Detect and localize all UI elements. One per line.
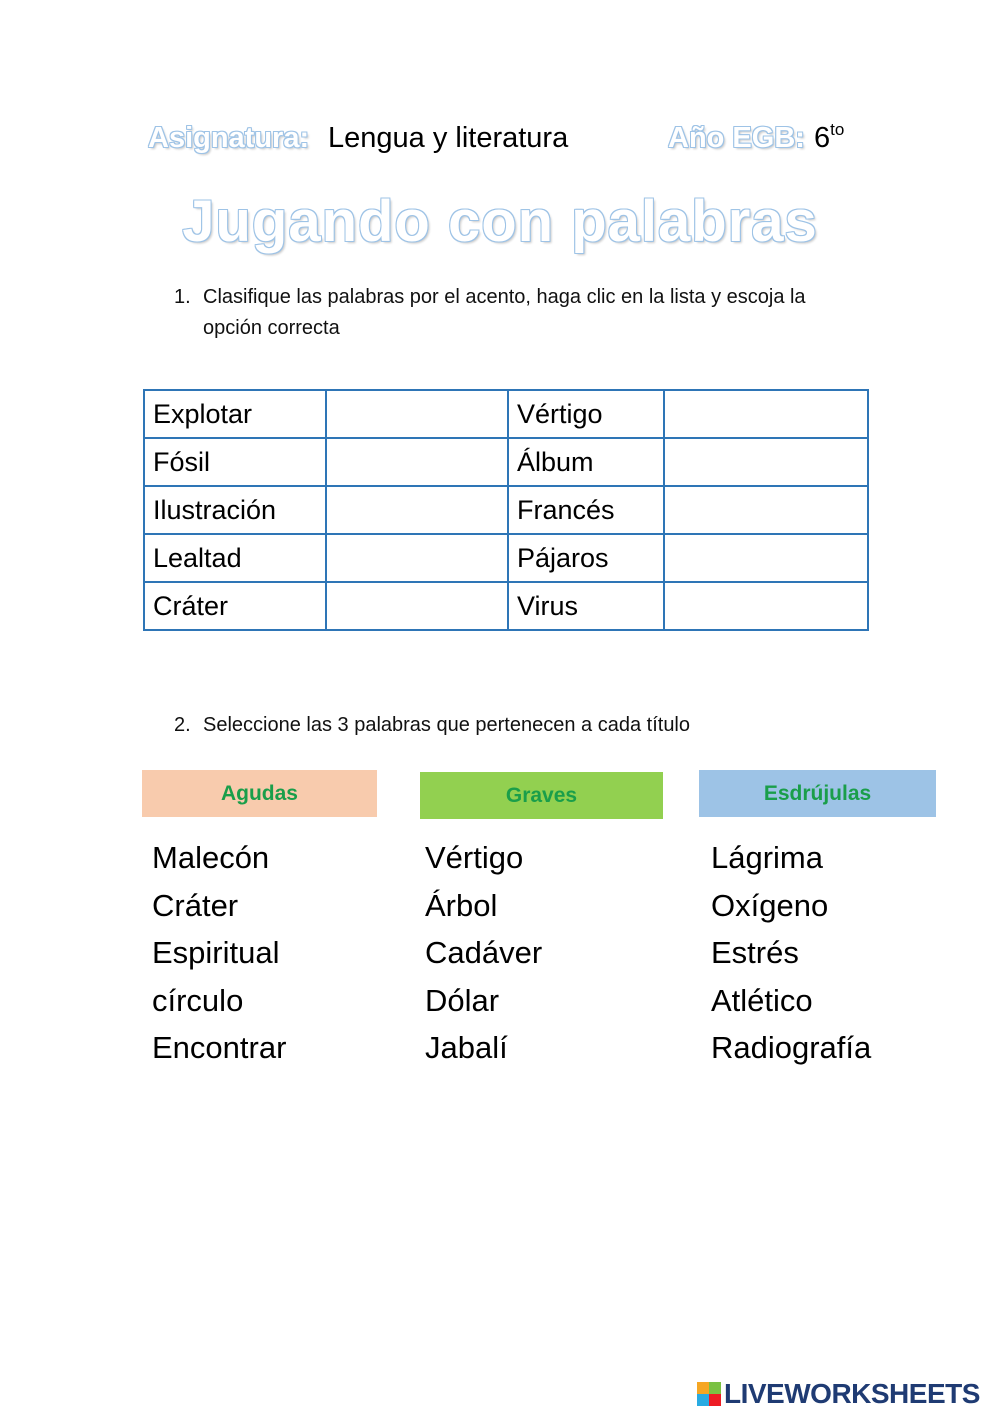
- year-value: $6^{to}$: [814, 120, 845, 154]
- selectable-word[interactable]: Vértigo: [425, 840, 524, 875]
- table-row: [144, 390, 868, 438]
- year-label: Año EGB:: [668, 122, 805, 154]
- selectable-word[interactable]: Cadáver: [425, 935, 543, 970]
- selectable-word[interactable]: Jabalí: [425, 1030, 508, 1065]
- selectable-word[interactable]: Estrés: [711, 935, 799, 970]
- instruction-2-number: 2.: [174, 714, 191, 736]
- logo-icon: [697, 1382, 721, 1406]
- logo-text: LIVEWORKSHEETS: [724, 1378, 980, 1409]
- subject-label: Asignatura:: [148, 122, 310, 154]
- table-row: [144, 534, 868, 582]
- selectable-word[interactable]: Malecón: [152, 840, 270, 875]
- word-cell: Lealtad: [144, 534, 326, 582]
- word-cell: Cráter: [144, 582, 326, 630]
- word-cell: Francés: [508, 486, 664, 534]
- selectable-word[interactable]: Árbol: [425, 887, 498, 923]
- word-cell: Vértigo: [508, 390, 664, 438]
- subject-value: Lengua y literatura: [328, 122, 569, 154]
- category-header-agudas: Agudas: [142, 770, 377, 817]
- page-title: Jugando con palabras: [182, 189, 818, 254]
- worksheet-header: [148, 122, 868, 166]
- selectable-word[interactable]: Lágrima: [711, 840, 823, 875]
- selectable-word[interactable]: Oxígeno: [711, 887, 829, 923]
- selectable-word[interactable]: Dólar: [425, 982, 500, 1018]
- answer-dropdown[interactable]: [326, 390, 508, 438]
- liveworksheets-logo: [697, 1377, 980, 1411]
- answer-dropdown[interactable]: [326, 486, 508, 534]
- answer-dropdown[interactable]: [664, 390, 868, 438]
- selectable-word[interactable]: Encontrar: [152, 1030, 287, 1065]
- word-cell: Virus: [508, 582, 664, 630]
- instruction-1-number: 1.: [174, 286, 191, 308]
- table-row: [144, 582, 868, 630]
- classify-table: [143, 389, 869, 631]
- word-list-agudas: [152, 834, 286, 1072]
- word-cell: Ilustración: [144, 486, 326, 534]
- instruction-2-text: Seleccione las 3 palabras que pertenecen a cada título: [203, 714, 691, 736]
- selectable-word[interactable]: Atlético: [711, 982, 813, 1018]
- answer-dropdown[interactable]: [664, 438, 868, 486]
- year-suffix: to: [830, 120, 845, 139]
- selectable-word[interactable]: Espiritual: [152, 935, 280, 970]
- table-row: [144, 438, 868, 486]
- word-cell: Pájaros: [508, 534, 664, 582]
- selectable-word[interactable]: Cráter: [152, 887, 239, 923]
- selectable-word[interactable]: círculo: [152, 982, 244, 1018]
- table-row: [144, 486, 868, 534]
- word-cell: Álbum: [508, 438, 664, 486]
- answer-dropdown[interactable]: [664, 534, 868, 582]
- word-list-graves: [425, 834, 542, 1072]
- word-cell: Explotar: [144, 390, 326, 438]
- category-header-esdrujulas: Esdrújulas: [699, 770, 936, 817]
- answer-dropdown[interactable]: [326, 582, 508, 630]
- word-cell: Fósil: [144, 438, 326, 486]
- instruction-1: [174, 282, 854, 344]
- answer-dropdown[interactable]: [664, 582, 868, 630]
- answer-dropdown[interactable]: [326, 438, 508, 486]
- answer-dropdown[interactable]: [664, 486, 868, 534]
- word-list-esdrujulas: [711, 834, 871, 1072]
- instruction-2: [174, 710, 854, 741]
- answer-dropdown[interactable]: [326, 534, 508, 582]
- category-header-graves: Graves: [420, 772, 663, 819]
- selectable-word[interactable]: Radiografía: [711, 1030, 872, 1065]
- instruction-1-text: Clasifique las palabras por el acento, haga clic en la lista y escoja la opción correcta: [203, 286, 806, 339]
